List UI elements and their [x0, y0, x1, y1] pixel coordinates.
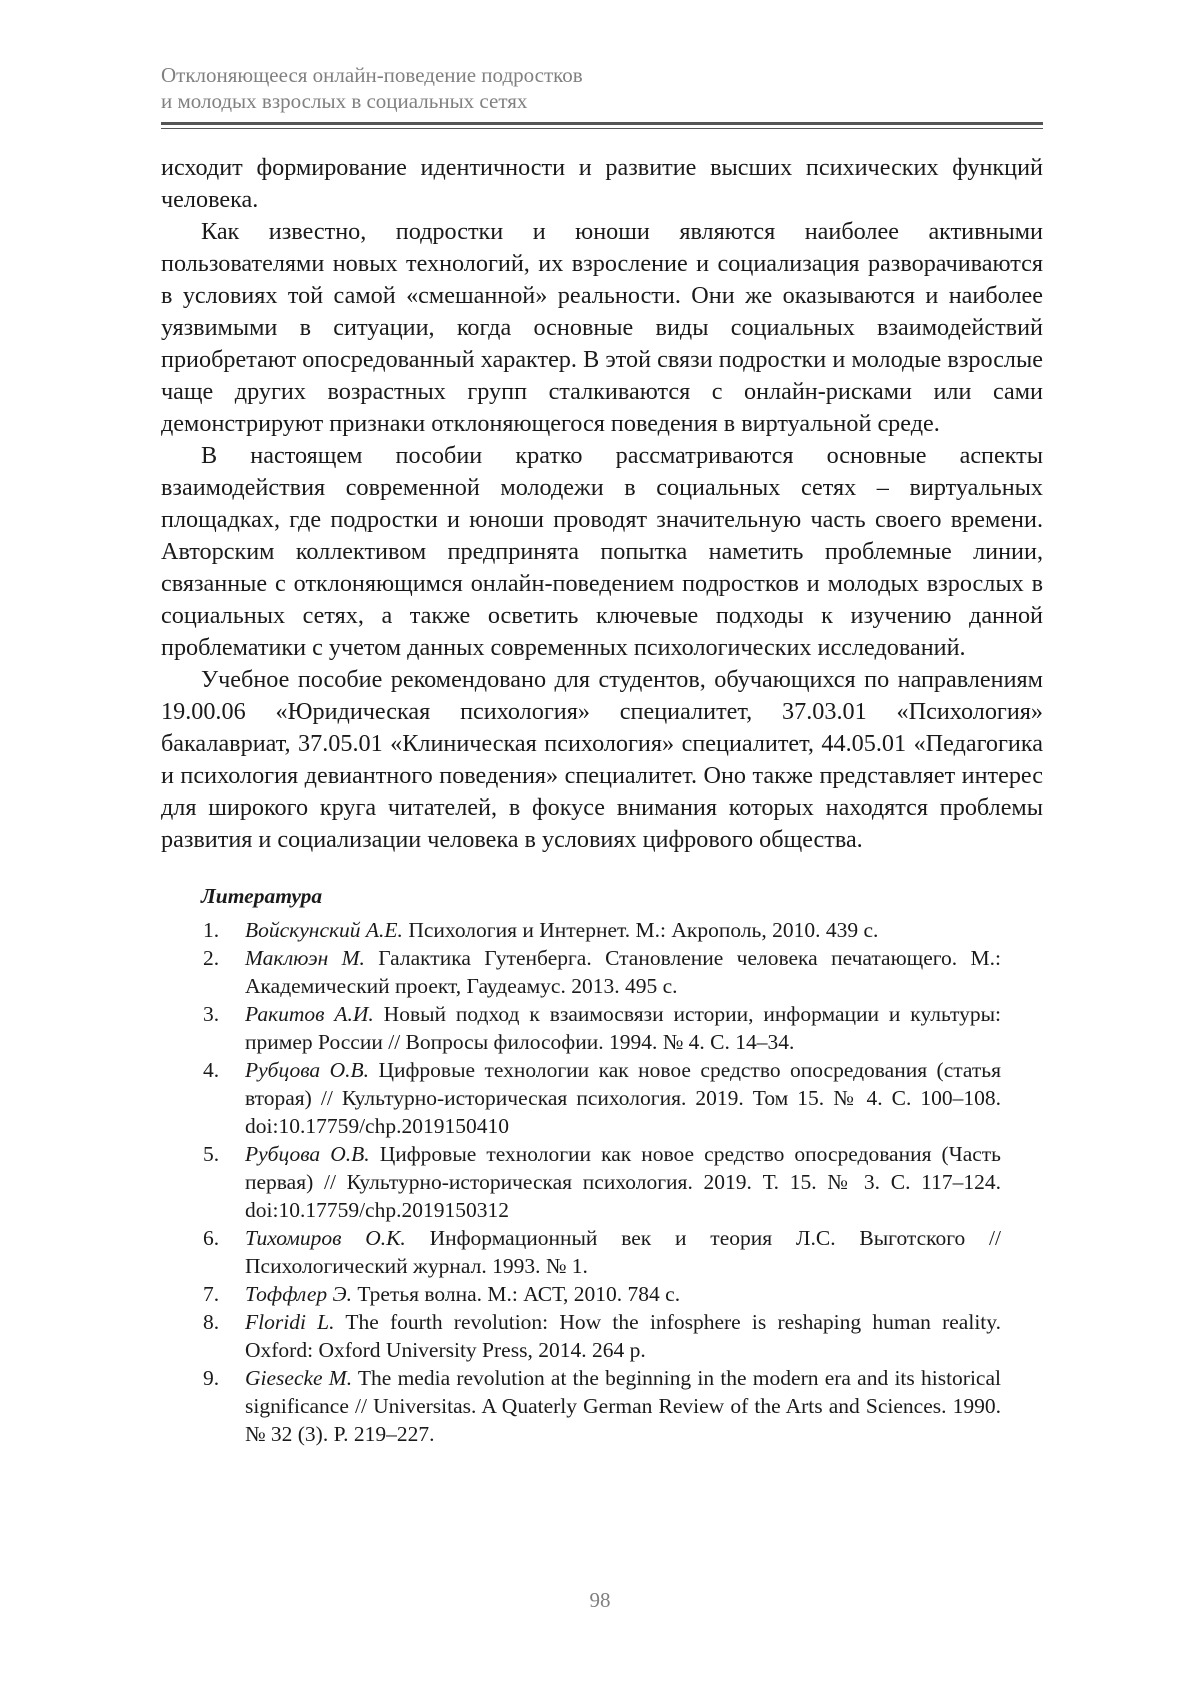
reference-number: 8. [203, 1310, 220, 1334]
reference-text: Цифровые технологии как новое средство опосредования (Часть первая) // Культурно-историческая психология. 2019. Т. 15. № 3. С. 117–124. doi:10.17759/chp.2019150312 [245, 1142, 1001, 1222]
running-head [161, 62, 1043, 114]
reference-item [161, 916, 1043, 944]
reference-text: Галактика Гутенберга. Становление человека печатающего. М.: Академический проект, Гаудеамус. 2013. 495 с. [245, 946, 1001, 998]
page-number: 98 [589, 1588, 611, 1612]
reference-number: 1. [203, 918, 220, 942]
reference-item [161, 1280, 1043, 1308]
reference-author: Тихомиров О.К. [245, 1226, 406, 1250]
reference-author: Floridi L. [245, 1310, 335, 1334]
paragraph: исходит формирование идентичности и развитие высших психических функций человека. [161, 154, 1043, 213]
paragraph: Как известно, подростки и юноши являются наиболее активными пользователями новых технологий, их взросление и социализация разворачиваются в условиях той самой «смешанной» реальности. Они же оказываются и наиболее уязвимыми в ситуации, когда основные виды социальных взаимодействий приобретают опосредованный характер. В этой связи подростки и молодые взрослые чаще других возрастных групп сталкиваются с онлайн-рисками или сами демонстрируют признаки отклоняющегося поведения в виртуальной среде. [161, 218, 1043, 437]
reference-item [161, 1308, 1043, 1364]
reference-author: Рубцова О.В. [245, 1058, 370, 1082]
reference-item [161, 1364, 1043, 1448]
reference-text: Цифровые технологии как новое средство опосредования (статья вторая) // Культурно-историческая психология. 2019. Том 15. № 4. С. 100–108. doi:10.17759/chp.2019150410 [245, 1058, 1001, 1138]
references-list [161, 916, 1043, 1448]
reference-author: Тоффлер Э. [245, 1282, 352, 1306]
reference-author: Маклюэн М. [245, 946, 365, 970]
running-head-line-2: и молодых взрослых в социальных сетях [161, 89, 528, 113]
header-rule [161, 122, 1043, 129]
header-rule-thick [161, 122, 1043, 125]
reference-text: Информационный век и теория Л.С. Выготского // Психологический журнал. 1993. № 1. [245, 1226, 1001, 1278]
reference-number: 5. [203, 1142, 220, 1166]
header-rule-thin [161, 128, 1043, 129]
page [161, 62, 1043, 1448]
paragraph: В настоящем пособии кратко рассматриваются основные аспекты взаимодействия современной молодежи в социальных сетях – виртуальных площадках, где подростки и юноши проводят значительную часть своего времени. Авторским коллективом предпринята попытка наметить проблемные линии, связанные с отклоняющимся онлайн-поведением подростков и молодых взрослых в социальных сетях, а также осветить ключевые подходы к изучению данной проблематики с учетом данных современных психологических исследований. [161, 442, 1043, 661]
reference-author: Giesecke M. [245, 1366, 353, 1390]
reference-number: 6. [203, 1226, 220, 1250]
reference-text: Новый подход к взаимосвязи истории, информации и культуры: пример России // Вопросы философии. 1994. № 4. С. 14–34. [245, 1002, 1002, 1054]
reference-author: Войскунский А.Е. [245, 918, 403, 942]
reference-item [161, 1056, 1043, 1140]
reference-item [161, 1000, 1043, 1056]
running-head-line-1: Отклоняющееся онлайн-поведение подростков [161, 63, 583, 87]
paragraph: Учебное пособие рекомендовано для студентов, обучающихся по направлениям 19.00.06 «Юридическая психология» специалитет, 37.03.01 «Психология» бакалавриат, 37.05.01 «Клиническая психология» специалитет, 44.05.01 «Педагогика и психология девиантного поведения» специалитет. Оно также представляет интерес для широкого круга читателей, в фокусе внимания которых находятся проблемы развития и социализации человека в условиях цифрового общества. [161, 666, 1043, 853]
reference-author: Ракитов А.И. [245, 1002, 374, 1026]
body-text [161, 152, 1043, 856]
reference-text: The fourth revolution: How the infosphere is reshaping human reality. Oxford: Oxford University Press, 2014. 264 p. [245, 1310, 1001, 1362]
reference-item [161, 1140, 1043, 1224]
reference-author: Рубцова О.В. [245, 1142, 370, 1166]
reference-text: The media revolution at the beginning in the modern era and its historical significance // Universitas. A Quaterly German Review of the Arts and Sciences. 1990. № 32 (3). P. 219–227. [245, 1366, 1001, 1446]
reference-item [161, 1224, 1043, 1280]
references-heading: Литература [201, 884, 323, 908]
reference-number: 3. [203, 1002, 220, 1026]
reference-number: 9. [203, 1366, 220, 1390]
reference-number: 7. [203, 1282, 220, 1306]
reference-number: 2. [203, 946, 220, 970]
reference-number: 4. [203, 1058, 220, 1082]
reference-item [161, 944, 1043, 1000]
reference-text: Психология и Интернет. М.: Акрополь, 2010. 439 с. [402, 918, 879, 942]
reference-text: Третья волна. М.: АСТ, 2010. 784 с. [351, 1282, 681, 1306]
